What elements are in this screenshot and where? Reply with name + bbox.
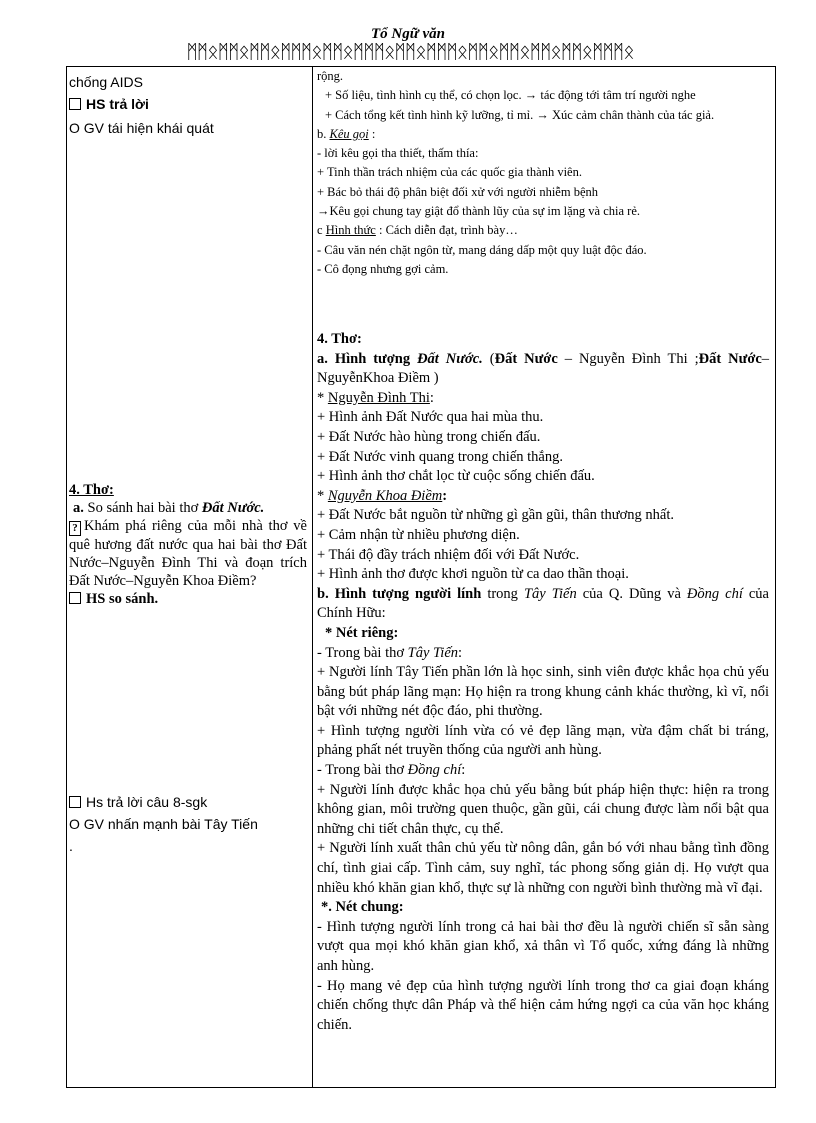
dc-point: + Người lính được khắc họa chủ yếu bằng bút pháp hiện thực: hiện ra trong không gian, môi trường quen thuộc, gần gũi, cái chung được làm nổi bật qua những chi tiết chân thực, cụ thể. [317, 781, 769, 837]
content-column [317, 67, 769, 1087]
left-question [69, 517, 307, 590]
nkd-name: Nguyễn Khoa Điềm [327, 487, 443, 504]
dc-colon: : [461, 762, 466, 779]
ndt-star: * [317, 389, 325, 406]
ndt-heading [317, 389, 769, 409]
page-header-title: Tổ Ngữ văn [371, 26, 445, 42]
left-question-text: Khám phá riêng của mỗi nhà thơ về quê hương đất nước qua hai bài thơ Đất Nước–Nguyễn Đình Thi và đoạn trích Đất Nước–Nguyễn Khoa Điềm? [69, 518, 307, 589]
common-point: - Hình tượng người lính trong cả hai bài thơ đều là người chiến sĩ sẵn sàng vượt qua mọi khó khăn gian khổ, xả thân vì Tổ quốc, xứng đáng là những anh hùng. [317, 918, 769, 974]
right-line: rộng. [317, 69, 344, 83]
right-line: - Câu văn nén chặt ngôn từ, mang dáng dấp một quy luật độc đáo. [317, 242, 647, 257]
left-poetry-title: 4. Thơ: [69, 482, 114, 498]
left-hs-compare [69, 590, 307, 608]
dc-title: Đồng chí [407, 762, 462, 779]
form-label: Hình thức [325, 223, 376, 238]
common-point: - Họ mang vẻ đẹp của hình tượng người lính trong thơ ca giai đoạn kháng chiến chống thực dân Pháp và thể hiện cảm hứng ngợi ca của văn học kháng chiến. [317, 977, 769, 1033]
a-end: –NguyễnKhoa Điềm ) [317, 350, 770, 387]
left-line: chống AIDS [69, 74, 143, 90]
question-mark-icon: ? [69, 521, 81, 536]
soldier-end: của Chính Hữu: [317, 585, 769, 622]
tt-point: + Hình tượng người lính vừa có vẻ đẹp lãng mạn, vừa đậm chất bi tráng, phảng phất nét truyền thống của người anh hùng. [317, 722, 769, 759]
a-prefix: a. Hình tượng [317, 350, 411, 367]
lesson-table [66, 66, 776, 1088]
right-poetry-section [317, 330, 769, 1035]
right-line: + Số liệu, tình hình cụ thể, có chọn lọc. → tác động tới tâm trí người nghe [325, 88, 696, 103]
checkbox-icon [69, 592, 81, 604]
soldier-mid2: của Q. Dũng và [582, 585, 681, 602]
form-text: : Cách diễn đạt, trình bày… [378, 223, 518, 238]
column-divider [312, 67, 313, 1087]
left-hs-q8-text: Hs trả lời câu 8-sgk [86, 794, 208, 810]
left-gv-line: O GV tái hiện khái quát [69, 120, 214, 136]
right-poetry-a-heading [317, 350, 769, 389]
nkd-star: * [317, 487, 325, 504]
a-bold1: Đất Nước [494, 350, 558, 367]
right-callout-heading [317, 125, 769, 144]
tt-colon: : [458, 644, 463, 661]
teacher-activity-column [69, 67, 307, 1087]
a-open: ( [489, 350, 495, 367]
soldier-mid: trong [487, 585, 518, 602]
nkd-heading [317, 487, 769, 507]
left-poetry-task [69, 499, 307, 517]
right-line: →Kêu gọi chung tay giật đổ thành lũy của sự im lặng và chia rẻ. [317, 204, 641, 219]
right-line: - lời kêu gọi tha thiết, thấm thía: [317, 146, 479, 161]
left-hs-answer [69, 95, 307, 113]
left-task-text: So sánh hai bài thơ [87, 500, 199, 516]
right-line: + Tinh thần trách nhiệm của các quốc gia thành viên. [317, 165, 582, 180]
tt-prefix: - Trong bài thơ [317, 644, 405, 661]
common-features-heading: *. Nét chung: [321, 899, 404, 916]
tt-title: Tây Tiến [407, 644, 459, 661]
right-speech-section [317, 67, 769, 279]
left-block-poetry [69, 481, 307, 608]
nkd-colon: : [442, 487, 448, 504]
a-bold2: Đất Nước [698, 350, 762, 367]
checkbox-icon [69, 98, 81, 110]
checkbox-icon [69, 796, 81, 808]
a-mid: – Nguyễn Đình Thi ; [564, 350, 699, 367]
left-gv-emphasis: O GV nhấn mạnh bài Tây Tiến [69, 816, 258, 832]
form-prefix: c [317, 223, 323, 238]
soldier-bold: b. Hình tượng người lính [317, 585, 482, 602]
right-line: + Cách tổng kết tình hình kỹ lưỡng, tỉ mỉ. → Xúc cảm chân thành của tác giả. [325, 107, 715, 122]
left-task-italic: Đất Nước. [201, 500, 265, 516]
ndt-colon: : [429, 389, 434, 406]
ndt-name: Nguyễn Đình Thi [327, 389, 430, 406]
ndt-point: + Hình ảnh Đất Nước qua hai mùa thu. [317, 409, 544, 426]
tt-heading [317, 644, 769, 664]
a-italic: Đất Nước. [417, 350, 483, 367]
dc-point: + Người lính xuất thân chủ yếu từ nông dân, gắn bó với nhau bằng tình đồng chí, tình giai cấp. Tình cảm, suy nghĩ, tác phong sống giản dị. Họ vượt qua nhiều khó khăn gian khổ, thực sự là những con người bình thường mà vĩ đại. [317, 840, 769, 896]
callout-label: Kêu gọi [329, 126, 369, 141]
left-hs-answer-text: HS trả lời [86, 96, 149, 112]
left-block-intro [69, 73, 307, 137]
ndt-point: + Hình ảnh thơ chắt lọc từ cuộc sống chiến đấu. [317, 468, 595, 485]
tt-point: + Người lính Tây Tiến phần lớn là học sinh, sinh viên được khắc họa chủ yếu bằng bút pháp lãng mạn: Họ hiện ra trong khung cảnh khác thường, kì vĩ, nổi bật với những nét độc đáo, phi thường. [317, 664, 769, 720]
left-task-prefix: a. [73, 500, 84, 516]
nkd-point: + Cảm nhận từ nhiều phương diện. [317, 526, 520, 543]
distinct-features-heading: * Nét riêng: [325, 624, 399, 641]
ndt-point: + Đất Nước hào hùng trong chiến đấu. [317, 428, 541, 445]
left-dot: . [69, 838, 73, 854]
nkd-point: + Đất Nước bắt nguồn từ những gì gần gũi, thân thương nhất. [317, 507, 674, 524]
soldier-heading [317, 585, 769, 624]
right-line: - Cô đọng nhưng gợi cảm. [317, 261, 449, 276]
soldier-dc: Đồng chí [686, 585, 743, 602]
dc-heading [317, 761, 769, 781]
right-line: + Bác bỏ thái độ phân biệt đối xử với người nhiễm bệnh [317, 184, 598, 199]
ndt-point: + Đất Nước vinh quang trong chiến thắng. [317, 448, 563, 465]
nkd-point: + Hình ảnh thơ được khơi nguồn từ ca dao thần thoại. [317, 566, 629, 583]
callout-prefix: b. [317, 126, 327, 141]
nkd-point: + Thái độ đầy trách nhiệm đối với Đất Nước. [317, 546, 580, 563]
soldier-tt: Tây Tiến [523, 585, 577, 602]
left-block-answer [69, 793, 307, 855]
header-ornament-border: ᛗᛗᛟᛗᛗᛟᛗᛗᛟᛗᛗᛗᛟᛗᛗᛟᛗᛗᛗᛟᛗᛗᛟᛗᛗᛗᛟᛗᛗᛟᛗᛗᛟᛗᛗᛟᛗᛗᛟᛗᛗᛗᛟ [186, 42, 634, 63]
dc-prefix: - Trong bài thơ [317, 762, 405, 779]
left-hs-compare-text: HS so sánh. [86, 591, 159, 607]
left-hs-q8 [69, 793, 307, 811]
callout-suffix: : [371, 126, 376, 141]
right-poetry-title: 4. Thơ: [317, 331, 362, 347]
right-form-heading [317, 221, 769, 240]
